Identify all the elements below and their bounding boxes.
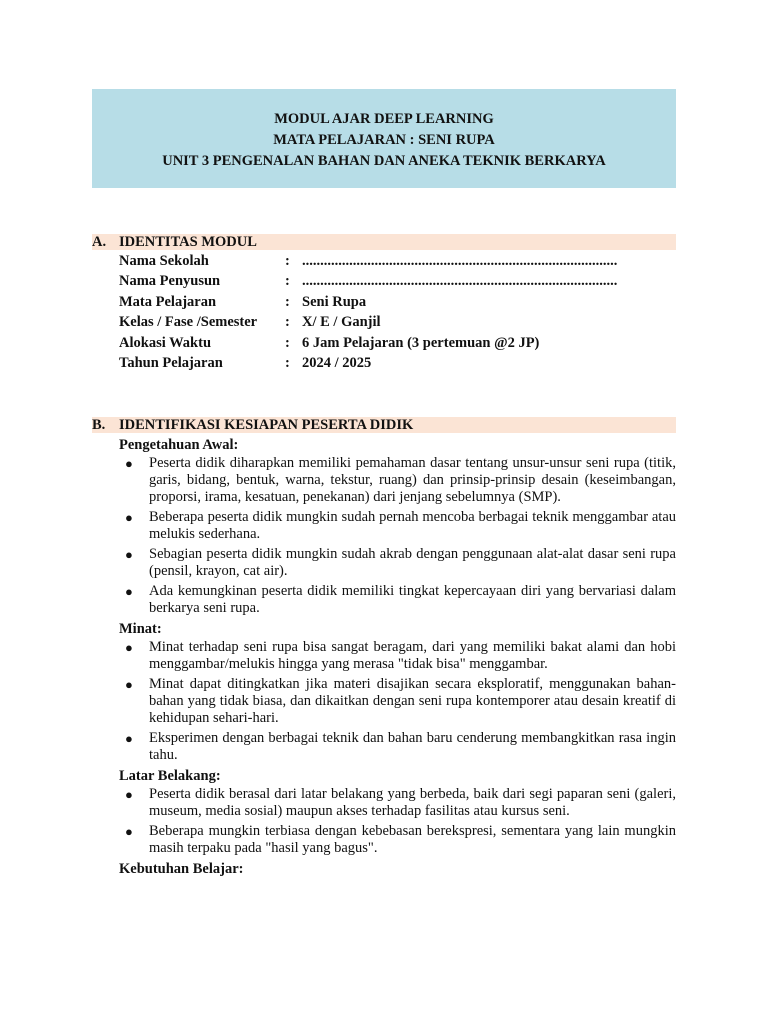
pengetahuan-awal-list	[119, 455, 676, 617]
kebutuhan-belajar-heading: Kebutuhan Belajar:	[119, 861, 244, 877]
identity-label: Alokasi Waktu	[119, 334, 212, 351]
bullet-icon: ●	[125, 677, 133, 692]
bullet-icon: ●	[125, 510, 133, 525]
list-item-text: Sebagian peserta didik mungkin sudah akrab dengan penggunaan alat-alat dasar seni rupa (pensil, krayon, cat air).	[149, 546, 676, 579]
identity-label: Nama Sekolah	[119, 253, 209, 269]
identity-label: Kelas / Fase /Semester	[119, 314, 258, 331]
list-item	[119, 786, 676, 820]
list-item	[119, 546, 676, 580]
identity-colon: :	[285, 253, 290, 269]
minat-list	[119, 639, 676, 764]
list-item	[119, 509, 676, 543]
bullet-icon: ●	[125, 456, 133, 471]
identity-value: 6 Jam Pelajaran (3 pertemuan @2 JP)	[302, 334, 540, 351]
list-item-text: Peserta didik berasal dari latar belakang yang berbeda, baik dari segi paparan seni (galeri, museum, media sosial) maupun akses terhadap fasilitas atau kursus seni.	[149, 786, 676, 819]
list-item-text: Ada kemungkinan peserta didik memiliki tingkat kepercayaan diri yang bervariasi dalam berkarya seni rupa.	[149, 583, 676, 616]
module-header	[92, 89, 676, 188]
latar-belakang-heading: Latar Belakang:	[119, 768, 221, 784]
list-item-text: Minat terhadap seni rupa bisa sangat beragam, dari yang memiliki bakat alami dan hobi menggambar/melukis hingga yang merasa "tidak bisa" menggambar.	[149, 639, 676, 672]
list-item	[119, 676, 676, 727]
identity-value: Seni Rupa	[302, 293, 367, 310]
bullet-icon: ●	[125, 731, 133, 746]
identity-label: Tahun Pelajaran	[119, 354, 223, 371]
identity-label: Nama Penyusun	[119, 273, 221, 290]
section-a-title: IDENTITAS MODUL	[119, 234, 257, 250]
list-item-text: Minat dapat ditingkatkan jika materi disajikan secara eksploratif, menggunakan bahan-bahan yang tidak biasa, dan dikaitkan dengan seni rupa kontemporer atau desain kreatif di kehidupan sehari-hari.	[149, 676, 676, 726]
list-item	[119, 455, 676, 506]
header-unit: UNIT 3 PENGENALAN BAHAN DAN ANEKA TEKNIK BERKARYA	[162, 153, 606, 169]
list-item	[119, 730, 676, 764]
section-a-letter: A.	[92, 234, 107, 250]
identity-label: Mata Pelajaran	[119, 293, 217, 310]
bullet-icon: ●	[125, 584, 133, 599]
list-item	[119, 823, 676, 857]
identity-row	[119, 251, 679, 271]
list-item-text: Beberapa mungkin terbiasa dengan kebebasan berekspresi, sementara yang lain mungkin masih terpaku pada "hasil yang bagus".	[149, 823, 676, 856]
identity-colon: :	[285, 334, 290, 351]
pengetahuan-awal-heading: Pengetahuan Awal:	[119, 437, 239, 453]
identity-value: .......................................................................................	[302, 273, 618, 290]
identity-colon: :	[285, 314, 290, 331]
identity-row	[119, 271, 679, 291]
bullet-icon: ●	[125, 787, 133, 802]
identity-row	[119, 333, 679, 353]
identity-table	[119, 251, 679, 373]
minat-heading: Minat:	[119, 621, 162, 637]
bullet-icon: ●	[125, 547, 133, 562]
identity-row	[119, 312, 679, 332]
identity-colon: :	[285, 293, 290, 310]
identity-row	[119, 353, 679, 373]
identity-value: .......................................................................................	[302, 253, 618, 269]
section-b-letter: B.	[92, 417, 106, 433]
section-b-body	[119, 436, 676, 879]
identity-row	[119, 292, 679, 312]
list-item-text: Eksperimen dengan berbagai teknik dan bahan baru cenderung membangkitkan rasa ingin tahu.	[149, 730, 676, 763]
section-b-heading	[92, 417, 676, 433]
list-item	[119, 583, 676, 617]
bullet-icon: ●	[125, 824, 133, 839]
list-item-text: Beberapa peserta didik mungkin sudah pernah mencoba berbagai teknik menggambar atau melukis sederhana.	[149, 509, 676, 542]
latar-belakang-list	[119, 786, 676, 857]
section-b-title: IDENTIFIKASI KESIAPAN PESERTA DIDIK	[119, 417, 414, 433]
identity-value: 2024 / 2025	[302, 354, 372, 371]
header-subject: MATA PELAJARAN : SENI RUPA	[273, 132, 495, 148]
identity-colon: :	[285, 273, 290, 290]
list-item-text: Peserta didik diharapkan memiliki pemahaman dasar tentang unsur-unsur seni rupa (titik, garis, bidang, bentuk, warna, tekstur, ruang) dan prinsip-prinsip desain (keseimbangan, proporsi, irama, kesatuan, penekanan) dari jenjang sebelumnya (SMP).	[149, 455, 676, 505]
section-a-heading	[92, 234, 676, 250]
bullet-icon: ●	[125, 640, 133, 655]
identity-value: X/ E / Ganjil	[302, 314, 381, 331]
identity-colon: :	[285, 354, 290, 371]
header-title: MODUL AJAR DEEP LEARNING	[274, 111, 494, 127]
list-item	[119, 639, 676, 673]
